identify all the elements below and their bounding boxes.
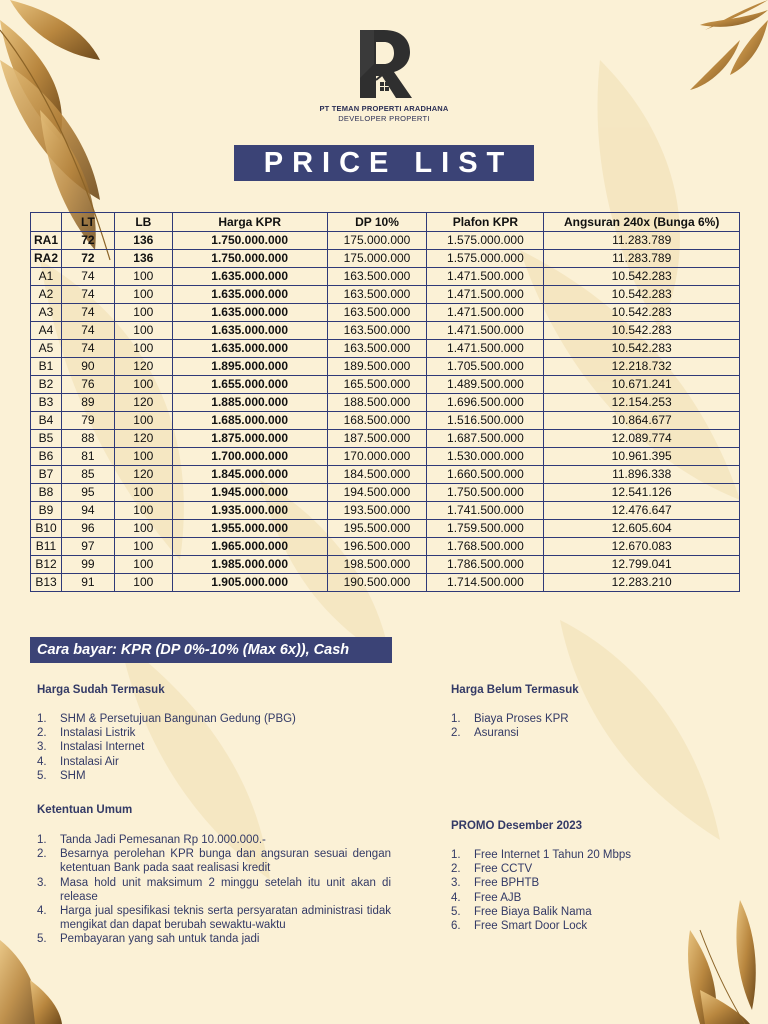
table-cell: 1.935.000.000 [172, 502, 327, 520]
table-cell: 163.500.000 [327, 304, 427, 322]
unit-code-cell: B2 [31, 376, 62, 394]
table-cell: 76 [61, 376, 114, 394]
list-item [37, 712, 367, 726]
list-item [451, 876, 711, 890]
table-cell: 11.896.338 [544, 466, 740, 484]
list-item [451, 712, 711, 726]
table-row [31, 430, 740, 448]
list-item-text: SHM & Persetujuan Bangunan Gedung (PBG) [60, 713, 296, 725]
list-item-text: Asuransi [474, 727, 519, 740]
list-item-text: Pembayaran yang sah untuk tanda jadi [60, 933, 260, 946]
table-cell: 163.500.000 [327, 268, 427, 286]
list-item-text: Tanda Jadi Pemesanan Rp 10.000.000.- [60, 834, 266, 846]
table-cell: 1.655.000.000 [172, 376, 327, 394]
list-item [37, 740, 367, 754]
table-cell: 12.476.647 [544, 502, 740, 520]
list-item-number: 4. [37, 755, 47, 768]
table-cell: 1.945.000.000 [172, 484, 327, 502]
table-cell: 10.864.677 [544, 412, 740, 430]
list-item-number: 1. [451, 849, 461, 861]
table-row [31, 538, 740, 556]
table-cell: 1.685.000.000 [172, 412, 327, 430]
unit-code-cell: B4 [31, 412, 62, 430]
table-cell: 1.705.500.000 [427, 358, 544, 376]
list-item-number: 5. [451, 905, 461, 918]
table-cell: 1.635.000.000 [172, 322, 327, 340]
table-row [31, 520, 740, 538]
list-item-text: Biaya Proses KPR [474, 713, 569, 725]
table-row [31, 484, 740, 502]
list-item-text: Free Biaya Balik Nama [474, 905, 592, 918]
table-cell: 170.000.000 [327, 448, 427, 466]
list-item-number: 3. [37, 741, 47, 754]
table-cell: 120 [114, 466, 172, 484]
table-cell: 72 [61, 250, 114, 268]
table-cell: 10.542.283 [544, 286, 740, 304]
table-cell: 100 [114, 538, 172, 556]
list-item [37, 755, 367, 769]
table-cell: 11.283.789 [544, 250, 740, 268]
table-cell: 1.471.500.000 [427, 322, 544, 340]
table-cell: 187.500.000 [327, 430, 427, 448]
list-item-text: Free Smart Door Lock [474, 920, 588, 933]
table-cell: 100 [114, 448, 172, 466]
table-cell: 81 [61, 448, 114, 466]
table-cell: 175.000.000 [327, 232, 427, 250]
list-item [451, 905, 711, 919]
table-cell: 100 [114, 304, 172, 322]
list-item-text: Harga jual spesifikasi teknis serta persyaratan administrasi tidak mengikat dan dapat berubah sewaktu-waktu [60, 905, 391, 932]
column-header: Harga KPR [172, 213, 327, 232]
table-cell: 168.500.000 [327, 412, 427, 430]
table-cell: 74 [61, 286, 114, 304]
table-cell: 163.500.000 [327, 322, 427, 340]
table-cell: 1.575.000.000 [427, 250, 544, 268]
table-cell: 1.895.000.000 [172, 358, 327, 376]
table-cell: 1.687.500.000 [427, 430, 544, 448]
table-row [31, 286, 740, 304]
company-name: PT TEMAN PROPERTI ARADHANA [319, 104, 449, 113]
table-cell: 163.500.000 [327, 340, 427, 358]
table-cell: 12.605.604 [544, 520, 740, 538]
table-row [31, 304, 740, 322]
table-cell: 190.500.000 [327, 574, 427, 592]
table-cell: 100 [114, 556, 172, 574]
table-cell: 74 [61, 340, 114, 358]
list-item-number: 1. [451, 713, 461, 725]
table-cell: 136 [114, 250, 172, 268]
table-cell: 88 [61, 430, 114, 448]
table-cell: 189.500.000 [327, 358, 427, 376]
table-row [31, 340, 740, 358]
table-cell: 1.471.500.000 [427, 304, 544, 322]
unit-code-cell: B10 [31, 520, 62, 538]
table-cell: 1.955.000.000 [172, 520, 327, 538]
table-row [31, 556, 740, 574]
table-cell: 1.635.000.000 [172, 268, 327, 286]
list-item [451, 848, 711, 862]
table-cell: 99 [61, 556, 114, 574]
table-cell: 100 [114, 322, 172, 340]
table-cell: 1.786.500.000 [427, 556, 544, 574]
table-cell: 94 [61, 502, 114, 520]
unit-code-cell: B5 [31, 430, 62, 448]
table-cell: 1.885.000.000 [172, 394, 327, 412]
payment-method-banner: Cara bayar: KPR (DP 0%-10% (Max 6x)), Cash [30, 637, 392, 663]
table-cell: 95 [61, 484, 114, 502]
table-row [31, 250, 740, 268]
company-logo-icon [354, 26, 414, 102]
unit-code-cell: RA1 [31, 232, 62, 250]
table-cell: 74 [61, 304, 114, 322]
table-cell: 89 [61, 394, 114, 412]
list-item [451, 891, 711, 905]
table-cell: 100 [114, 412, 172, 430]
table-cell: 1.471.500.000 [427, 286, 544, 304]
table-cell: 100 [114, 286, 172, 304]
table-cell: 1.471.500.000 [427, 340, 544, 358]
table-cell: 1.489.500.000 [427, 376, 544, 394]
table-cell: 120 [114, 430, 172, 448]
table-cell: 10.961.395 [544, 448, 740, 466]
unit-code-cell: RA2 [31, 250, 62, 268]
table-cell: 12.218.732 [544, 358, 740, 376]
table-cell: 1.750.000.000 [172, 250, 327, 268]
list-item-number: 2. [37, 727, 47, 740]
table-cell: 100 [114, 268, 172, 286]
unit-code-cell: B13 [31, 574, 62, 592]
table-cell: 188.500.000 [327, 394, 427, 412]
list-item [451, 862, 711, 876]
table-cell: 1.875.000.000 [172, 430, 327, 448]
table-cell: 79 [61, 412, 114, 430]
table-row [31, 394, 740, 412]
table-row [31, 574, 740, 592]
list-item [37, 726, 367, 740]
table-cell: 96 [61, 520, 114, 538]
table-cell: 184.500.000 [327, 466, 427, 484]
list-item-number: 4. [451, 891, 461, 904]
table-cell: 136 [114, 232, 172, 250]
table-cell: 198.500.000 [327, 556, 427, 574]
list-item-text: Free BPHTB [474, 877, 540, 890]
included-list [37, 712, 367, 783]
table-cell: 100 [114, 484, 172, 502]
table-cell: 1.530.000.000 [427, 448, 544, 466]
table-cell: 10.542.283 [544, 304, 740, 322]
list-item [37, 769, 367, 783]
table-cell: 10.542.283 [544, 340, 740, 358]
table-cell: 175.000.000 [327, 250, 427, 268]
table-header-row [31, 213, 740, 232]
list-item-text: SHM [60, 769, 86, 782]
table-cell: 1.635.000.000 [172, 304, 327, 322]
unit-code-cell: B3 [31, 394, 62, 412]
table-cell: 1.750.000.000 [172, 232, 327, 250]
unit-code-cell: B12 [31, 556, 62, 574]
list-item [451, 726, 711, 740]
table-cell: 1.750.500.000 [427, 484, 544, 502]
unit-code-cell: B1 [31, 358, 62, 376]
list-item [37, 876, 391, 904]
unit-code-cell: A2 [31, 286, 62, 304]
column-header: Plafon KPR [427, 213, 544, 232]
unit-code-cell: A4 [31, 322, 62, 340]
table-cell: 12.154.253 [544, 394, 740, 412]
table-cell: 72 [61, 232, 114, 250]
promo-section-title: PROMO Desember 2023 [451, 820, 583, 832]
table-cell: 100 [114, 502, 172, 520]
list-item-text: Besarnya perolehan KPR bunga dan angsuran sesuai dengan ketentuan Bank pada saat realisasi kredit [60, 848, 391, 875]
column-header: LT [61, 213, 114, 232]
table-cell: 195.500.000 [327, 520, 427, 538]
column-header: DP 10% [327, 213, 427, 232]
list-item-text: Masa hold unit maksimum 2 minggu setelah itu unit akan di release [60, 876, 391, 903]
included-section-title: Harga Sudah Termasuk [37, 684, 165, 696]
unit-code-cell: B7 [31, 466, 62, 484]
table-cell: 193.500.000 [327, 502, 427, 520]
table-cell: 1.635.000.000 [172, 340, 327, 358]
table-cell: 1.516.500.000 [427, 412, 544, 430]
table-row [31, 448, 740, 466]
column-header [31, 213, 62, 232]
table-cell: 74 [61, 268, 114, 286]
table-cell: 90 [61, 358, 114, 376]
unit-code-cell: B8 [31, 484, 62, 502]
table-cell: 12.283.210 [544, 574, 740, 592]
list-item-number: 3. [451, 877, 461, 890]
table-cell: 1.905.000.000 [172, 574, 327, 592]
table-row [31, 376, 740, 394]
table-cell: 100 [114, 340, 172, 358]
list-item-number: 2. [451, 863, 461, 876]
list-item-number: 5. [37, 769, 47, 782]
list-item [37, 904, 391, 932]
page-title: PRICE LIST [234, 145, 534, 181]
table-cell: 196.500.000 [327, 538, 427, 556]
price-table [30, 212, 740, 592]
table-cell: 97 [61, 538, 114, 556]
terms-section-title: Ketentuan Umum [37, 804, 133, 816]
list-item-number: 4. [37, 905, 47, 918]
list-item-number: 5. [37, 933, 47, 946]
list-item [37, 847, 391, 875]
table-cell: 165.500.000 [327, 376, 427, 394]
list-item-text: Free AJB [474, 891, 522, 904]
table-cell: 11.283.789 [544, 232, 740, 250]
table-cell: 12.089.774 [544, 430, 740, 448]
list-item-number: 1. [37, 834, 47, 846]
table-body [31, 232, 740, 592]
list-item-number: 2. [451, 727, 461, 740]
table-row [31, 502, 740, 520]
table-cell: 1.575.000.000 [427, 232, 544, 250]
table-cell: 194.500.000 [327, 484, 427, 502]
list-item-number: 6. [451, 920, 461, 933]
unit-code-cell: B6 [31, 448, 62, 466]
list-item-text: Instalasi Listrik [60, 727, 136, 740]
promo-list [451, 848, 711, 933]
column-header: LB [114, 213, 172, 232]
table-cell: 100 [114, 574, 172, 592]
table-cell: 1.714.500.000 [427, 574, 544, 592]
table-cell: 10.542.283 [544, 322, 740, 340]
unit-code-cell: A5 [31, 340, 62, 358]
list-item-text: Free CCTV [474, 863, 533, 876]
table-cell: 120 [114, 358, 172, 376]
table-row [31, 322, 740, 340]
table-cell: 163.500.000 [327, 286, 427, 304]
table-cell: 100 [114, 520, 172, 538]
unit-code-cell: B9 [31, 502, 62, 520]
table-cell: 1.471.500.000 [427, 268, 544, 286]
table-row [31, 466, 740, 484]
unit-code-cell: B11 [31, 538, 62, 556]
list-item [37, 833, 391, 847]
list-item [451, 919, 711, 933]
table-cell: 120 [114, 394, 172, 412]
table-cell: 12.670.083 [544, 538, 740, 556]
table-row [31, 358, 740, 376]
table-cell: 1.696.500.000 [427, 394, 544, 412]
table-cell: 1.845.000.000 [172, 466, 327, 484]
table-cell: 1.660.500.000 [427, 466, 544, 484]
table-cell: 85 [61, 466, 114, 484]
table-cell: 1.635.000.000 [172, 286, 327, 304]
company-tagline: DEVELOPER PROPERTI [338, 114, 430, 123]
table-row [31, 232, 740, 250]
list-item-number: 2. [37, 848, 47, 861]
table-cell: 1.759.500.000 [427, 520, 544, 538]
unit-code-cell: A1 [31, 268, 62, 286]
list-item-number: 1. [37, 713, 47, 725]
list-item [37, 932, 391, 946]
table-cell: 10.542.283 [544, 268, 740, 286]
table-cell: 1.741.500.000 [427, 502, 544, 520]
table-cell: 74 [61, 322, 114, 340]
table-cell: 1.700.000.000 [172, 448, 327, 466]
table-cell: 10.671.241 [544, 376, 740, 394]
table-cell: 12.541.126 [544, 484, 740, 502]
list-item-number: 3. [37, 876, 47, 889]
table-cell: 1.985.000.000 [172, 556, 327, 574]
table-row [31, 268, 740, 286]
table-cell: 12.799.041 [544, 556, 740, 574]
column-header: Angsuran 240x (Bunga 6%) [544, 213, 740, 232]
table-cell: 1.768.500.000 [427, 538, 544, 556]
list-item-text: Free Internet 1 Tahun 20 Mbps [474, 849, 632, 861]
table-cell: 1.965.000.000 [172, 538, 327, 556]
list-item-text: Instalasi Internet [60, 741, 145, 754]
table-cell: 91 [61, 574, 114, 592]
unit-code-cell: A3 [31, 304, 62, 322]
list-item-text: Instalasi Air [60, 755, 119, 768]
terms-list [37, 833, 391, 947]
table-row [31, 412, 740, 430]
excluded-section-title: Harga Belum Termasuk [451, 684, 579, 696]
excluded-list [451, 712, 711, 740]
table-cell: 100 [114, 376, 172, 394]
